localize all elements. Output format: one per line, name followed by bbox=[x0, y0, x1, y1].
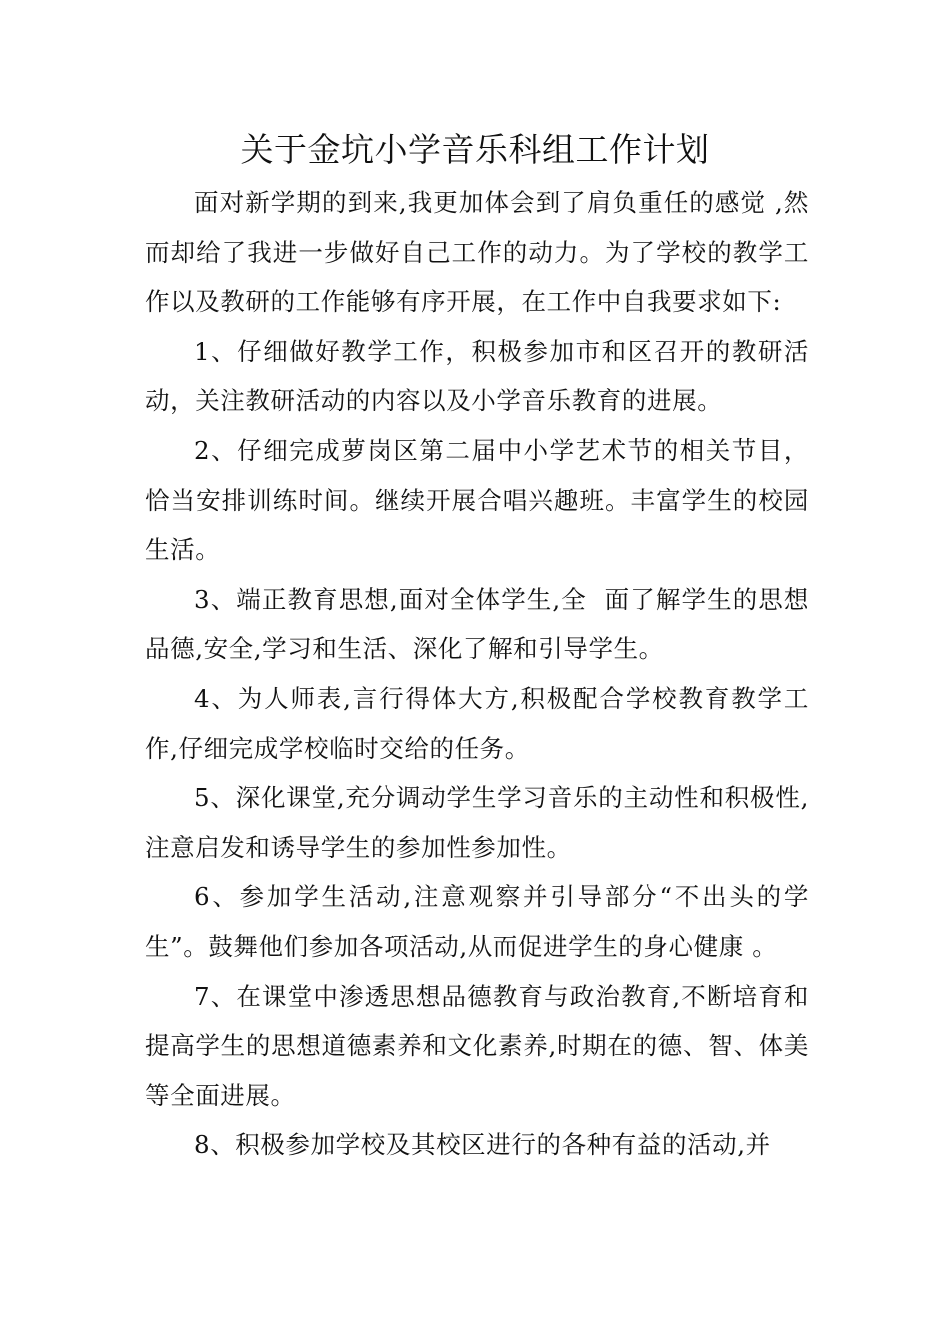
list-item-5: 5、深化课堂,充分调动学生学习音乐的主动性和积极性,注意启发和诱导学生的参加性参加性。 bbox=[145, 783, 809, 862]
list-item-3: 3、端正教育思想,面对全体学生,全 面了解学生的思想品德,安全,学习和生活、深化了解和引导学生。 bbox=[145, 584, 809, 664]
document-title: 关于金坑小学音乐科组工作计划 bbox=[240, 130, 710, 169]
list-item-8: 8、积极参加学校及其校区进行的各种有益的活动,并 bbox=[194, 1130, 771, 1160]
intro-paragraph: 面对新学期的到来,我更加体会到了肩负重任的感觉 ,然而却给了我进一步做好自己工作的动力。为了学校的教学工作以及教研的工作能够有序开展，在工作中自我要求如下: bbox=[145, 188, 809, 317]
list-item-4: 4、为人师表,言行得体大方,积极配合学校教育教学工作,仔细完成学校临时交给的任务。 bbox=[145, 683, 809, 763]
list-item-6: 6、参加学生活动,注意观察并引导部分“不出头的学生”。鼓舞他们参加各项活动,从而促进学生的身心健康 。 bbox=[145, 882, 809, 961]
list-item-1: 1、仔细做好教学工作，积极参加市和区召开的教研活动，关注教研活动的内容以及小学音乐教育的进展。 bbox=[145, 336, 809, 416]
list-item-2: 2、仔细完成萝岗区第二届中小学艺术节的相关节目，恰当安排训练时间。继续开展合唱兴趣班。丰富学生的校园生活。 bbox=[145, 435, 809, 565]
document-body bbox=[145, 178, 809, 1170]
list-item-7: 7、在课堂中渗透思想品德教育与政治教育,不断培育和提高学生的思想道德素养和文化素养,时期在的德、智、体美等全面进展。 bbox=[145, 981, 809, 1110]
